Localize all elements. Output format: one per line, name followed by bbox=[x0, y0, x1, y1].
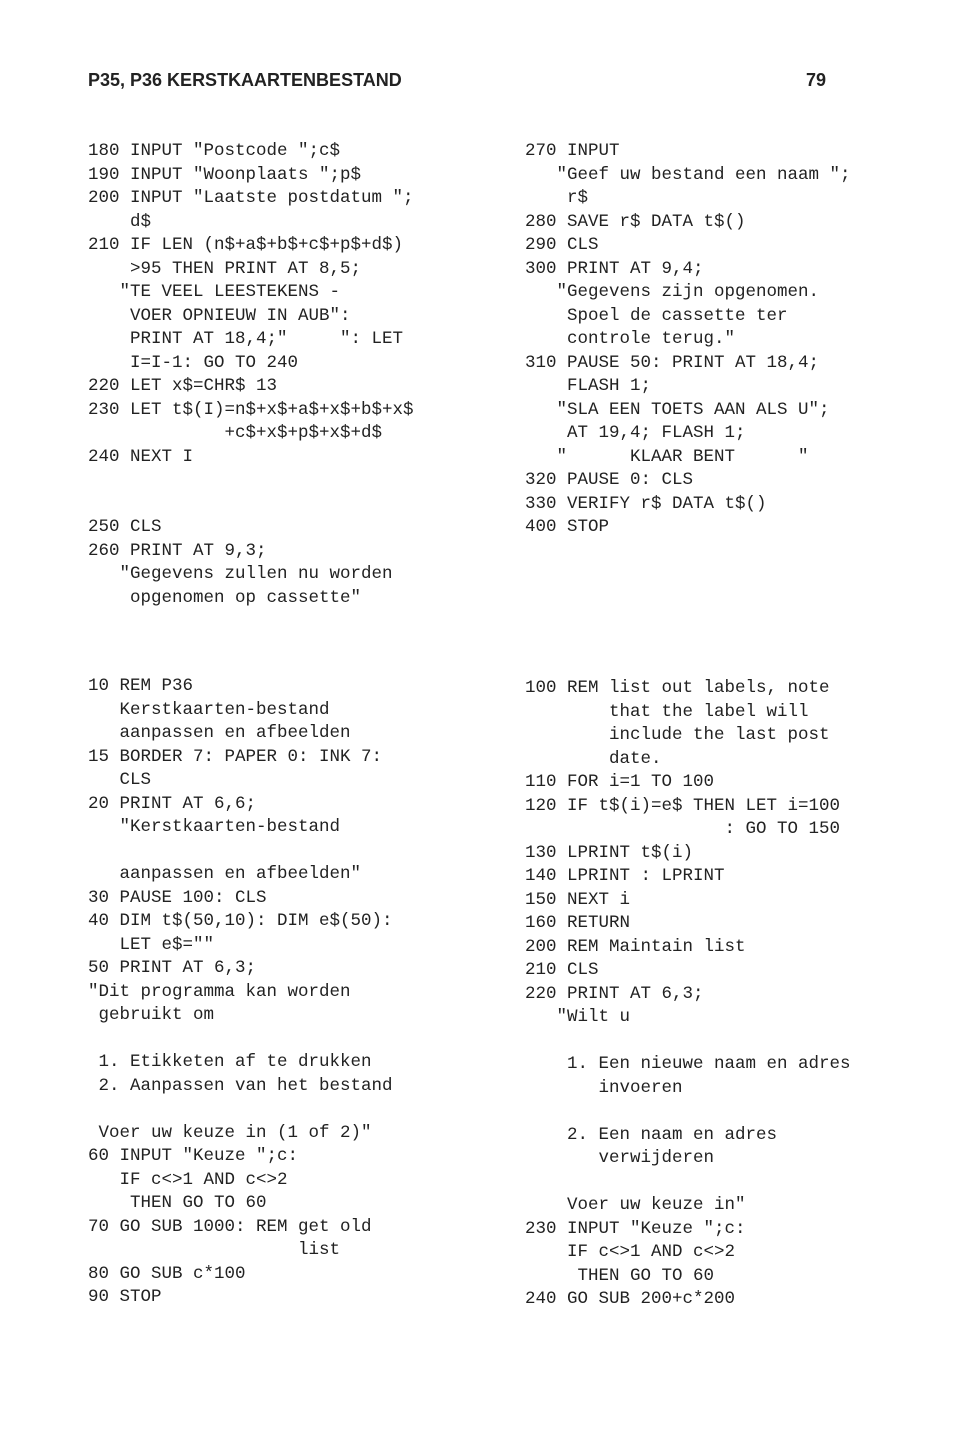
listing-p35-part2: 270 INPUT "Geef uw bestand een naam "; r$ 280 SAVE r$ DATA t$() 290 CLS 300 PRINT AT 9,4; "Gegevens zijn opgenomen. Spoel de cassette ter controle terug." 310 PAUSE 50: PRINT AT 18,4; FLASH 1; "SLA EEN TOETS AAN ALS U"; AT 19,4; FLASH 1; " KLAAR BENT " 320 PAUSE 0: CLS 330 VERIFY r$ DATA t$() 400 STOP bbox=[525, 141, 851, 537]
page-number: 79 bbox=[806, 70, 827, 90]
page-title: P35, P36 KERSTKAARTENBESTAND bbox=[88, 70, 402, 90]
listing-p35-part1: 180 INPUT "Postcode ";c$ 190 INPUT "Woonplaats ";p$ 200 INPUT "Laatste postdatum "; d$ 210 IF LEN (n$+a$+b$+c$+p$+d$) >95 THEN PRINT AT 8,5; "TE VEEL LEESTEKENS - VOER OPNIEUW IN AUB": PRINT AT 18,4;" ": LET I=I-1: GO TO 240 220 LET x$=CHR$ 13 230 LET t$(I)=n$+x$+a$+x$+b$+x$ +c$+x$+p$+x$+d$ 240 NEXT I 250 CLS 260 PRINT AT 9,3; "Gegevens zullen nu worden opgenomen op cassette" bbox=[88, 141, 414, 608]
listing-p36-part2: 100 REM list out labels, note that the label will include the last post date. 110 FOR i=1 TO 100 120 IF t$(i)=e$ THEN LET i=100 : GO TO 150 130 LPRINT t$(i) 140 LPRINT : LPRINT 150 NEXT i 160 RETURN 200 REM Maintain list 210 CLS 220 PRINT AT 6,3; "Wilt u 1. Een nieuwe naam en adres invoeren 2. Een naam en adres verwijderen Voer uw keuze in" 230 INPUT "Keuze ";c: IF c<>1 AND c<>2 THEN GO TO 60 240 GO SUB 200+c*200 bbox=[525, 678, 851, 1309]
listing-p36-part1: 10 REM P36 Kerstkaarten-bestand aanpassen en afbeelden 15 BORDER 7: PAPER 0: INK 7: CLS 20 PRINT AT 6,6; "Kerstkaarten-bestand aanpassen en afbeelden" 30 PAUSE 100: CLS 40 DIM t$(50,10): DIM e$(50): LET e$="" 50 PRINT AT 6,3; "Dit programma kan worden gebruikt om 1. Etikketen af te drukken 2. Aanpassen van het bestand Voer uw keuze in (1 of 2)" 60 INPUT "Keuze ";c: IF c<>1 AND c<>2 THEN GO TO 60 70 GO SUB 1000: REM get old list 80 GO SUB c*100 90 STOP bbox=[88, 676, 393, 1307]
